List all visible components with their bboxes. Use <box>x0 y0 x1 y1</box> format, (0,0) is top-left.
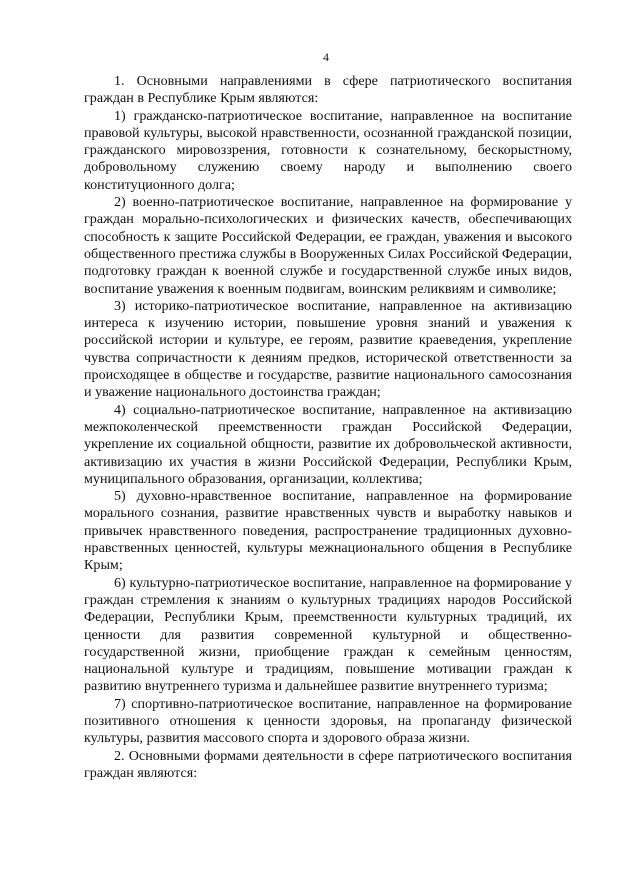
paragraph-item-4: 4) социально-патриотическое воспитание, направленное на активизацию межпоколенческой преемственности граждан Российской Федерации, укрепление их социальной общности, развитие их добровольческой активности, активизацию их участия в жизни Российской Федерации, Республики Крым, муниципального образования, организации, коллектива; <box>84 401 572 487</box>
paragraph-section-2: 2. Основными формами деятельности в сфере патриотического воспитания граждан являются: <box>84 747 572 781</box>
paragraph-item-5: 5) духовно-нравственное воспитание, направленное на формирование морального сознания, развитие нравственных чувств и выработку навыков и привычек нравственного поведения, распространение традиционных духовно-нравственных ценностей, культуры межнационального общения в Республике Крым; <box>84 488 572 574</box>
paragraph-item-1: 1) гражданско-патриотическое воспитание, направленное на воспитание правовой культуры, высокой нравственности, осознанной гражданской позиции, гражданского мировоззрения, готовности к сознательному, бескорыстному, добровольному служению своему народу и выполнению своего конституционного долга; <box>84 107 572 193</box>
page-number: 4 <box>323 50 329 64</box>
paragraph-item-7: 7) спортивно-патриотическое воспитание, направленное на формирование позитивного отношения к ценности здоровья, на пропаганду физической культуры, развития массового спорта и здорового образа жизни. <box>84 695 572 747</box>
paragraph-item-6: 6) культурно-патриотическое воспитание, направленное на формирование у граждан стремления к знаниям о культурных традициях народов Российской Федерации, Республики Крым, преемственности культурных традиций, их ценности для развития современной культурной и общественно-государственной жизни, приобщение граждан к семейным ценностям, национальной культуре и традициям, повышение мотивации граждан к развитию внутреннего туризма и дальнейшее развитие внутреннего туризма; <box>84 574 572 695</box>
paragraph-item-2: 2) военно-патриотическое воспитание, направленное на формирование у граждан морально-психологических и физических качеств, обеспечивающих способность к защите Российской Федерации, ее граждан, уважения и высокого общественного престижа службы в Вооруженных Силах Российской Федерации, подготовку граждан к военной службе и государственной службе иных видов, воспитание уважения к военным подвигам, воинским реликвиям и символике; <box>84 194 572 297</box>
paragraph-intro: 1. Основными направлениями в сфере патриотического воспитания граждан в Республике Крым являются: <box>84 73 572 107</box>
paragraph-item-3: 3) историко-патриотическое воспитание, направленное на активизацию интереса к изучению истории, повышение уровня знаний и уважения к российской истории и культуре, ее героям, развитие краеведения, укрепление чувства сопричастности к деяниям предков, исторической ответственности за происходящее в обществе и государстве, развитие национального самосознания и уважение национального достоинства граждан; <box>84 297 572 401</box>
